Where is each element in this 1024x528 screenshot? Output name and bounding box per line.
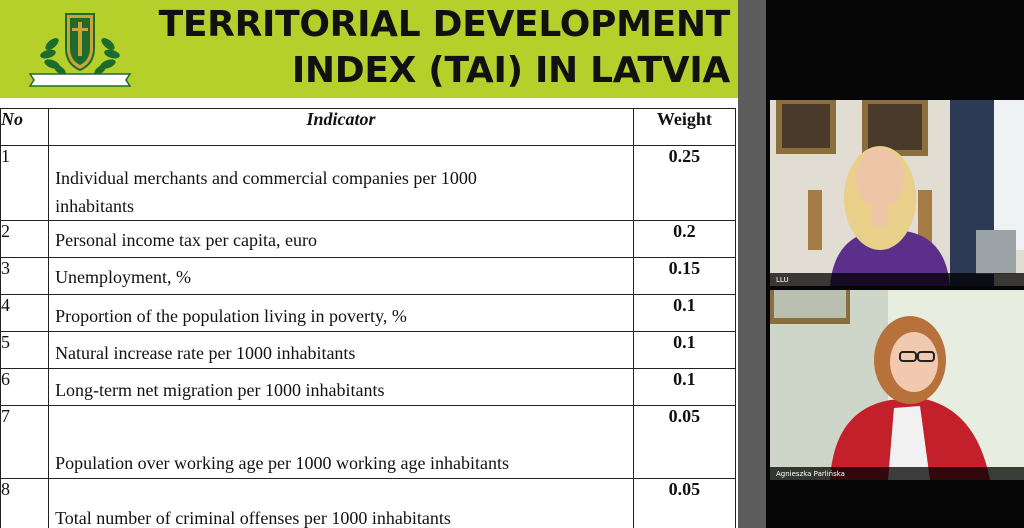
- row-weight: 0.05: [633, 479, 735, 528]
- row-weight: 0.1: [633, 295, 735, 332]
- row-no: 3: [1, 258, 49, 295]
- row-indicator-line-1: Natural increase rate per 1000 inhabitants: [55, 343, 356, 363]
- slide-title: [130, 2, 730, 94]
- table-row: [1, 479, 736, 528]
- row-indicator: [49, 369, 634, 406]
- video-tile-llu[interactable]: [770, 100, 1024, 286]
- row-indicator-line-1: Personal income tax per capita, euro: [55, 230, 317, 250]
- panel-divider[interactable]: [738, 0, 766, 528]
- row-indicator: [49, 332, 634, 369]
- video-tile-agnieszka-parlinska[interactable]: [770, 290, 1024, 480]
- table-row: [1, 332, 736, 369]
- row-weight: 0.15: [633, 258, 735, 295]
- row-indicator-line-1: Long-term net migration per 1000 inhabitants: [55, 380, 385, 400]
- header-indicator: Indicator: [49, 109, 634, 146]
- row-weight: 0.25: [633, 146, 735, 221]
- row-no: 6: [1, 369, 49, 406]
- row-indicator-line-1: Population over working age per 1000 working age inhabitants: [55, 453, 509, 473]
- table-row: [1, 295, 736, 332]
- header-no: No: [1, 109, 49, 146]
- header-weight: Weight: [633, 109, 735, 146]
- participant-name: LLU: [776, 276, 789, 284]
- person-icon: [770, 100, 1024, 286]
- row-no: 1: [1, 146, 49, 221]
- row-no: 8: [1, 479, 49, 528]
- row-no: 7: [1, 406, 49, 479]
- row-indicator: [49, 221, 634, 258]
- row-indicator: [49, 479, 634, 528]
- row-indicator-line-1: Proportion of the population living in poverty, %: [55, 306, 407, 326]
- row-indicator: [49, 295, 634, 332]
- row-weight: 0.1: [633, 369, 735, 406]
- indicator-table: [0, 108, 736, 528]
- row-indicator: [49, 406, 634, 479]
- row-indicator: [49, 258, 634, 295]
- row-indicator-line-2: inhabitants: [55, 196, 135, 216]
- row-indicator-line-1: Total number of criminal offenses per 1000 inhabitants: [55, 508, 451, 528]
- slide-title-line-1: TERRITORIAL DEVELOPMENT: [158, 4, 730, 45]
- video-participants-panel: [766, 0, 1024, 528]
- participant-name: Agnieszka Parlińska: [776, 470, 845, 478]
- row-indicator-line-1: Unemployment, %: [55, 267, 192, 287]
- row-indicator: [49, 146, 634, 221]
- row-weight: 0.1: [633, 332, 735, 369]
- table-row: [1, 221, 736, 258]
- table-row: [1, 406, 736, 479]
- person-icon: [770, 290, 1024, 480]
- indicator-table-container: [0, 108, 738, 528]
- row-weight: 0.2: [633, 221, 735, 258]
- row-no: 2: [1, 221, 49, 258]
- table-row: [1, 146, 736, 221]
- table-header-row: [1, 109, 736, 146]
- row-no: 5: [1, 332, 49, 369]
- row-indicator-line-1: Individual merchants and commercial companies per 1000: [55, 168, 477, 188]
- university-logo-icon: [22, 8, 138, 88]
- participant-label-bar: [770, 273, 1024, 286]
- row-weight: 0.05: [633, 406, 735, 479]
- slide-header: [0, 0, 738, 98]
- row-no: 4: [1, 295, 49, 332]
- table-row: [1, 369, 736, 406]
- slide-title-line-2: INDEX (TAI) IN LATVIA: [291, 50, 730, 91]
- table-row: [1, 258, 736, 295]
